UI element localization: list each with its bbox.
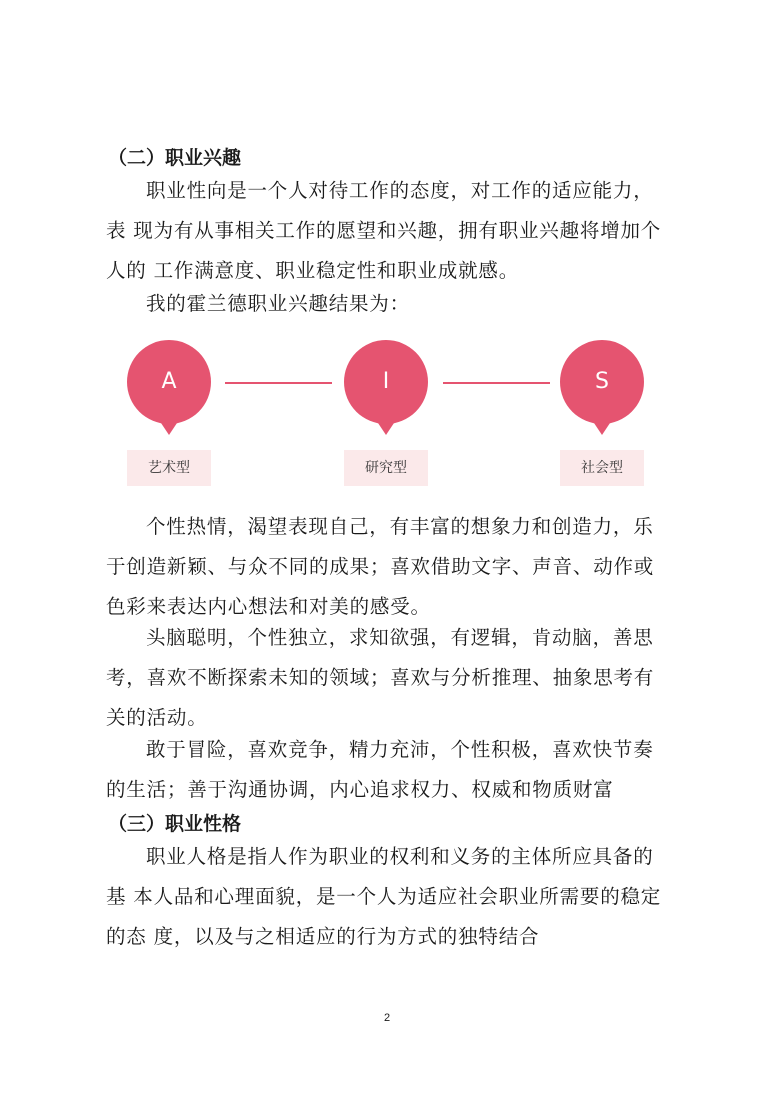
paragraph-career-orientation — [106, 171, 676, 291]
holland-tag-investigative: 研究型 — [344, 450, 428, 486]
paragraph-line: 人的 工作满意度、职业稳定性和职业成就感。 — [106, 259, 519, 282]
paragraph-line: 的生活；善于沟通协调，内心追求权力、权威和物质财富 — [106, 778, 614, 801]
paragraph-career-personality — [106, 837, 676, 957]
holland-tag-social: 社会型 — [560, 450, 644, 486]
holland-circle-i: I — [344, 340, 428, 424]
paragraph-line: 基 本人品和心理面貌，是一个人为适应社会职业所需要的稳定 — [106, 885, 662, 908]
paragraph-line: 考，喜欢不断探索未知的领域；喜欢与分析推理、抽象思考有 — [106, 666, 655, 689]
paragraph-artistic-desc — [106, 507, 676, 627]
section-heading-interest: （二）职业兴趣 — [108, 147, 242, 169]
paragraph-line: 于创造新颖、与众不同的成果；喜欢借助文字、声音、动作或 — [106, 555, 655, 578]
holland-tag-artistic: 艺术型 — [127, 450, 211, 486]
paragraph-holland-intro — [106, 284, 676, 324]
pointer-icon — [594, 423, 610, 435]
paragraph-line: 个性热情，渴望表现自己，有丰富的想象力和创造力，乐 — [146, 515, 654, 538]
paragraph-line: 色彩来表达内心想法和对美的感受。 — [106, 595, 431, 618]
paragraph-line: 职业人格是指人作为职业的权利和义务的主体所应具备的 — [146, 845, 654, 868]
paragraph-line: 头脑聪明，个性独立，求知欲强，有逻辑，肯动脑，善思 — [146, 626, 654, 649]
paragraph-line: 敢于冒险，喜欢竞争，精力充沛，个性积极，喜欢快节奏 — [146, 738, 654, 761]
connector-line — [443, 382, 550, 384]
paragraph-line: 的态 度，以及与之相适应的行为方式的独特结合 — [106, 925, 540, 948]
holland-circle-s: S — [560, 340, 644, 424]
section-heading-personality: （三）职业性格 — [108, 813, 242, 835]
paragraph-line: 关的活动。 — [106, 706, 208, 729]
connector-line — [225, 382, 332, 384]
pointer-icon — [161, 423, 177, 435]
paragraph-line: 表 现为有从事相关工作的愿望和兴趣，拥有职业兴趣将增加个 — [106, 219, 662, 242]
page-number: 2 — [383, 1012, 391, 1024]
paragraph-line: 我的霍兰德职业兴趣结果为： — [146, 292, 410, 315]
pointer-icon — [378, 423, 394, 435]
paragraph-social-desc — [106, 730, 676, 810]
paragraph-investigative-desc — [106, 618, 676, 738]
holland-circle-a: A — [127, 340, 211, 424]
paragraph-line: 职业性向是一个人对待工作的态度，对工作的适应能力， — [146, 179, 654, 202]
